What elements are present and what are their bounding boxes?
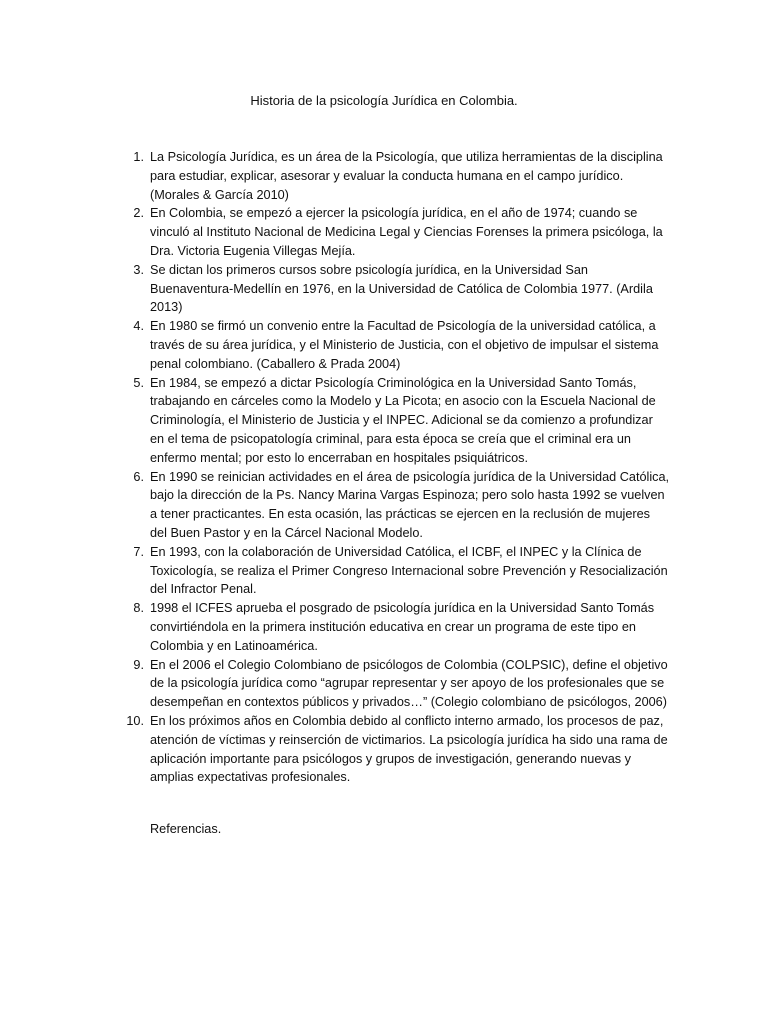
list-item (122, 317, 670, 373)
list-item (122, 656, 670, 712)
item-text: En 1990 se reinician actividades en el área de psicología jurídica de la Universidad Católica, bajo la dirección de la Ps. Nancy Marina Vargas Espinoza; pero solo hasta 1992 se vuelven a tener practicantes. En esta ocasión, las prácticas se ejercen en la reclusión de mujeres del Buen Pastor y en la Cárcel Nacional Modelo. (150, 469, 670, 540)
item-text: En 1993, con la colaboración de Universidad Católica, el ICBF, el INPEC y la Clínica de Toxicología, se realiza el Primer Congreso Internacional sobre Prevención y Resocialización del Infractor Penal. (150, 544, 668, 597)
item-number: 8. (133, 601, 144, 616)
list-item (122, 543, 670, 599)
item-number: 5. (133, 375, 144, 390)
list-item (122, 468, 670, 543)
document-title (0, 92, 768, 110)
item-text: 1998 el ICFES aprueba el posgrado de psicología jurídica en la Universidad Santo Tomás convirtiéndola en la primera institución educativa en crear un programa de este tipo en Colombia y en Latinoamérica. (150, 601, 655, 653)
document-title-text: Historia de la psicología Jurídica en Colombia. (250, 93, 518, 108)
history-list (122, 148, 670, 787)
item-number: 4. (133, 319, 144, 334)
list-item (122, 712, 670, 787)
list-item (122, 599, 670, 655)
list-item (122, 204, 670, 260)
item-text: Se dictan los primeros cursos sobre psicología jurídica, en la Universidad San Buenaventura-Medellín en 1976, en la Universidad de Católica de Colombia 1977. (Ardila 2013) (150, 262, 653, 315)
item-number: 6. (133, 469, 144, 484)
item-number: 2. (133, 206, 144, 221)
list-item (122, 261, 670, 317)
item-text: En el 2006 el Colegio Colombiano de psicólogos de Colombia (COLPSIC), define el objetivo de la psicología jurídica como “agrupar representar y ser apoyo de los profesionales que se desempeñan en contextos públicos y privados…” (Colegio colombiano de psicólogos, 2006) (150, 657, 668, 710)
list-item (122, 374, 670, 468)
item-number: 3. (133, 262, 144, 277)
item-number: 7. (133, 544, 144, 559)
references-heading: Referencias. (150, 822, 222, 836)
item-text: En Colombia, se empezó a ejercer la psicología jurídica, en el año de 1974; cuando se vinculó al Instituto Nacional de Medicina Legal y Ciencias Forenses la primera psicóloga, la Dra. Victoria Eugenia Villegas Mejía. (150, 206, 663, 258)
item-text: En los próximos años en Colombia debido al conflicto interno armado, los procesos de paz, atención de víctimas y reinserción de victimarios. La psicología jurídica ha sido una rama de aplicación importante para psicólogos y grupos de investigación, generando nuevas y amplias expectativas profesionales. (150, 713, 668, 785)
item-number: 9. (133, 657, 144, 672)
item-text: La Psicología Jurídica, es un área de la Psicología, que utiliza herramientas de la disciplina para estudiar, explicar, asesorar y evaluar la conducta humana en el campo jurídico. (Morales & García 2010) (150, 150, 663, 202)
item-number: 1. (133, 150, 144, 164)
item-text: En 1984, se empezó a dictar Psicología Criminológica en la Universidad Santo Tomás, trabajando en cárceles como la Modelo y La Picota; en asocio con la Escuela Nacional de Criminología, el Ministerio de Justicia y el INPEC. Adicional se da comienzo a profundizar en el tema de psicopatología criminal, para esta época se creía que el criminal era un enfermo mental; por esto lo encerraban en hospitales psiquiátricos. (150, 375, 656, 465)
item-text: En 1980 se firmó un convenio entre la Facultad de Psicología de la universidad católica, a través de su área jurídica, y el Ministerio de Justicia, con el objetivo de impulsar el sistema penal colombiano. (Caballero & Prada 2004) (150, 319, 659, 371)
list-item (122, 148, 670, 204)
item-number: 10. (126, 713, 144, 728)
